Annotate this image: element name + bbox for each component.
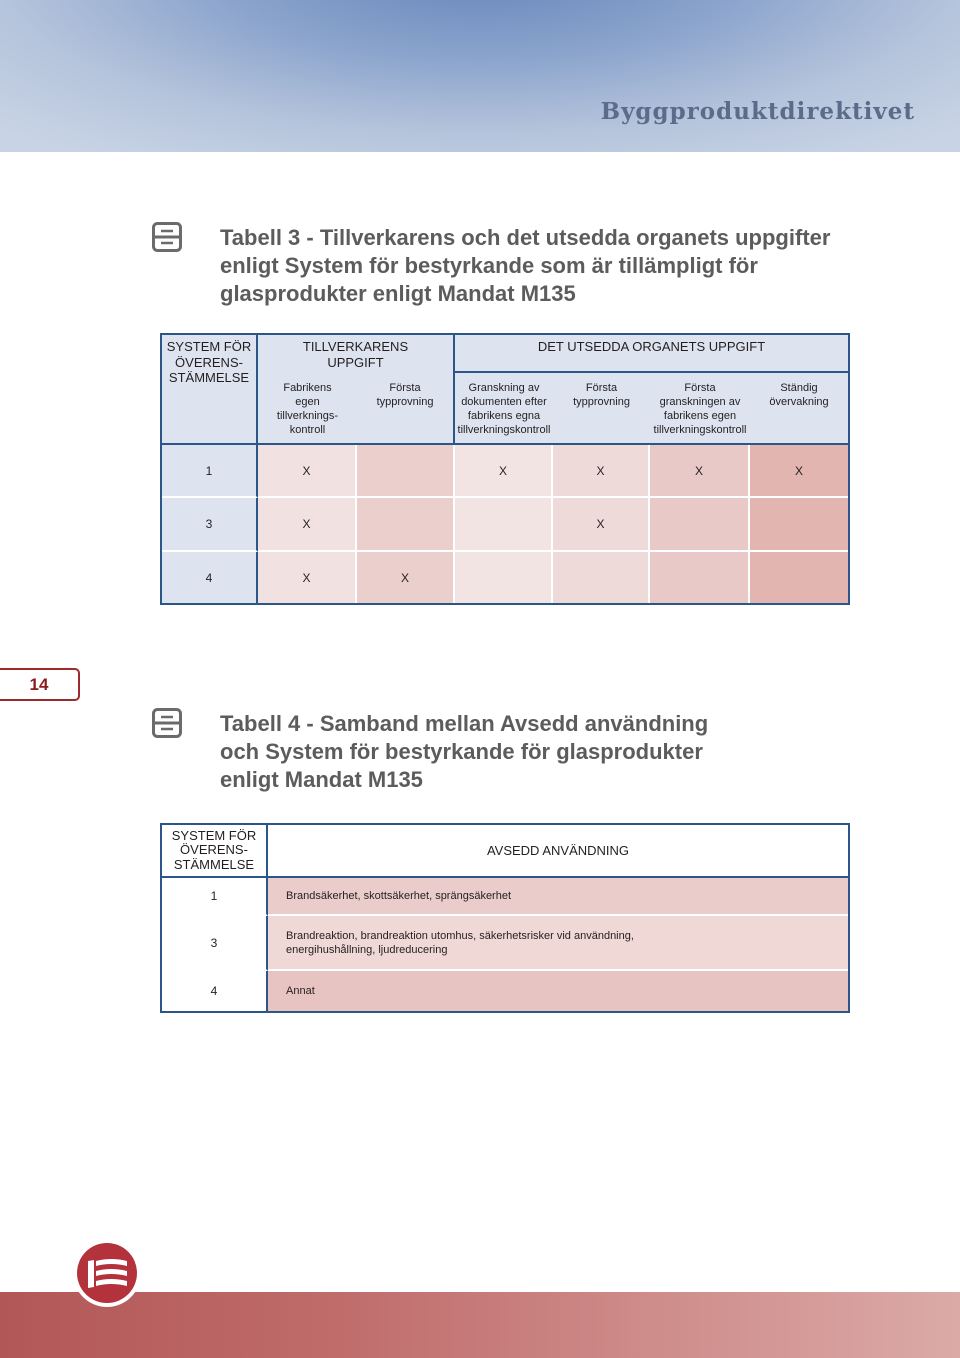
- table-cell: X: [553, 445, 650, 498]
- t4-row-use: Brandsäkerhet, skottsäkerhet, sprängsäkerhet: [268, 878, 848, 916]
- table-cell: X: [258, 552, 357, 603]
- t4-row-use: Brandreaktion, brandreaktion utomhus, säkerhetsrisker vid användning, energihushållning, ljudreducering: [268, 916, 848, 971]
- document-title: Byggproduktdirektivet: [600, 98, 915, 125]
- table-cell: [650, 498, 750, 552]
- table-cell: [650, 552, 750, 603]
- table-cell: X: [650, 445, 750, 498]
- t4-row-system: 4: [162, 971, 268, 1011]
- table-cell: X: [258, 445, 357, 498]
- t4-row-system: 1: [162, 878, 268, 916]
- table-icon: [152, 222, 182, 252]
- t4-row-use: Annat: [268, 971, 848, 1011]
- table-cell: [455, 498, 553, 552]
- table-cell: [357, 445, 455, 498]
- t4-header-intended-use: AVSEDD ANVÄNDNING: [268, 825, 848, 878]
- t3-header-system: SYSTEM FÖR ÖVERENS- STÄMMELSE: [162, 335, 258, 445]
- table-cell: [357, 498, 455, 552]
- footer-band: [0, 1292, 960, 1358]
- publisher-logo-icon: [72, 1238, 142, 1308]
- table4-title: Tabell 4 - Samband mellan Avsedd användning och System för bestyrkande för glasprodukter enligt Mandat M135: [220, 711, 709, 792]
- table3-title: Tabell 3 - Tillverkarens och det utsedda organets uppgifter enligt System för bestyrkande som är tillämpligt för glasprodukter enligt Mandat M135: [220, 225, 831, 306]
- table-3: [160, 333, 850, 605]
- t3-header-continuous-surveillance: Ständig övervakning: [750, 373, 848, 445]
- table-cell: [455, 552, 553, 603]
- table-4: [160, 823, 850, 1013]
- table-icon: [152, 708, 182, 738]
- table-cell: X: [357, 552, 455, 603]
- page-number: 14: [0, 668, 80, 701]
- table-cell: X: [553, 498, 650, 552]
- table-cell: X: [455, 445, 553, 498]
- t3-header-document-review: Granskning av dokumenten efter fabrikens egna tillverkningskontroll: [455, 373, 553, 445]
- t3-row-system: 1: [162, 445, 258, 498]
- t3-row-system: 4: [162, 552, 258, 603]
- table-cell: [750, 552, 848, 603]
- table-cell: [750, 498, 848, 552]
- t3-header-manufacturer-tasks: TILLVERKARENS UPPGIFT: [258, 335, 455, 373]
- t3-header-manufacturer-type-testing: Första typprovning: [357, 373, 455, 445]
- header-band: [0, 0, 960, 152]
- t4-row-system: 3: [162, 916, 268, 971]
- table-cell: [553, 552, 650, 603]
- t4-header-system: SYSTEM FÖR ÖVERENS- STÄMMELSE: [162, 825, 268, 878]
- t3-row-system: 3: [162, 498, 258, 552]
- t3-header-initial-inspection: Första granskningen av fabrikens egen tillverkningskontroll: [650, 373, 750, 445]
- table-cell: X: [750, 445, 848, 498]
- table-cell: X: [258, 498, 357, 552]
- t3-header-body-type-testing: Första typprovning: [553, 373, 650, 445]
- t3-header-notified-body-tasks: DET UTSEDDA ORGANETS UPPGIFT: [455, 335, 848, 373]
- t3-header-factory-control: Fabrikens egen tillverknings- kontroll: [258, 373, 357, 445]
